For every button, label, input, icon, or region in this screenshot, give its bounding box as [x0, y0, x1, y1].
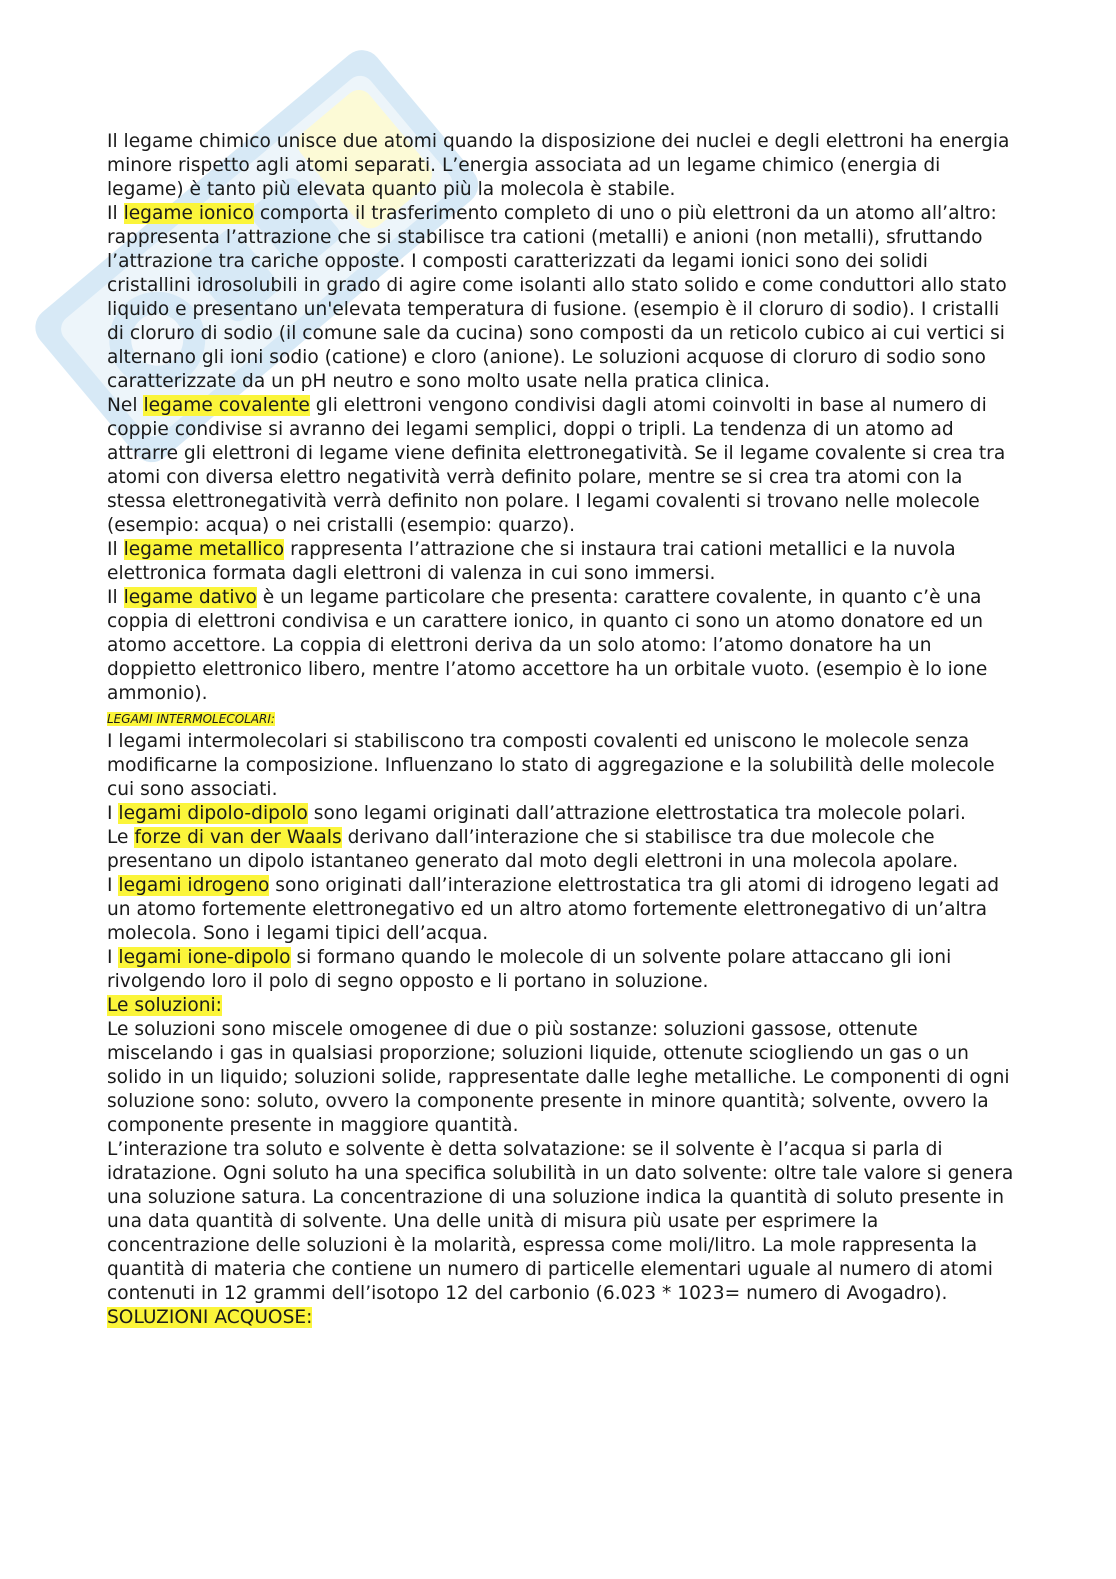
- heading-soluzioni-acquose: SOLUZIONI ACQUOSE:: [107, 1307, 313, 1328]
- highlight-legami-idrogeno: legami idrogeno: [118, 875, 270, 896]
- highlight-dipolo-dipolo: legami dipolo-dipolo: [118, 803, 308, 824]
- paragraph-legame-ionico: Il legame ionico comporta il trasferimento completo di uno o più elettroni da un atomo all’altro: rappresenta l’attrazione che si stabilisce tra cationi (metalli) e anioni (non metalli), sfruttando l’attrazione tra cariche opposte. I composti caratterizzati da legami ionici sono dei solidi cristallini idrosolubili in grado di agire come isolanti allo stato solido e come conduttori allo stato liquido e presentano un'elevata temperatura di fusione. (esempio è il cloruro di sodio). I cristalli di cloruro di sodio (il comune sale da cucina) sono composti da un reticolo cubico ai cui vertici si alternano gli ioni sodio (catione) e cloro (anione). Le soluzioni acquose di cloruro di sodio sono caratterizzate da un pH neutro e sono molto usate nella pratica clinica.: [107, 203, 1007, 392]
- highlight-legame-dativo: legame dativo: [123, 587, 257, 608]
- paragraph-legami-idrogeno: I legami idrogeno sono originati dall’interazione elettrostatica tra gli atomi di idrogeno legati ad un atomo fortemente elettronegativo ed un altro atomo fortemente elettronegativo di un’altra molecola. Sono i legami tipici dell’acqua.: [107, 875, 999, 944]
- paragraph-dipolo-dipolo: I legami dipolo-dipolo sono legami originati dall’attrazione elettrostatica tra molecole polari.: [107, 803, 966, 824]
- highlight-ione-dipolo: legami ione-dipolo: [118, 947, 291, 968]
- paragraph-legame-dativo: Il legame dativo è un legame particolare che presenta: carattere covalente, in quanto c’è una coppia di elettroni condivisa e un carattere ionico, in quanto ci sono un atomo donatore ed un atomo accettore. La coppia di elettroni deriva da un solo atomo: l’atomo donatore ha un doppietto elettronico libero, mentre l’atomo accettore ha un orbitale vuoto. (esempio è lo ione ammonio).: [107, 587, 988, 704]
- highlight-van-der-waals: forze di van der Waals: [134, 827, 342, 848]
- heading-le-soluzioni: Le soluzioni:: [107, 995, 222, 1016]
- paragraph-solvatazione: L’interazione tra soluto e solvente è detta solvatazione: se il solvente è l’acqua si parla di idratazione. Ogni soluto ha una specifica solubilità in un dato solvente: oltre tale valore si genera una soluzione satura. La concentrazione di una soluzione indica la quantità di soluto presente in una data quantità di solvente. Una delle unità di misura più usate per esprimere la concentrazione delle soluzioni è la molarità, espressa come moli/litro. La mole rappresenta la quantità di materia che contiene un numero di particelle elementari uguale al numero di atomi contenuti in 12 grammi dell’isotopo 12 del carbonio (6.023 * 1023= numero di Avogadro).: [107, 1139, 1014, 1304]
- paragraph-legame-metallico: Il legame metallico rappresenta l’attrazione che si instaura trai cationi metallici e la nuvola elettronica formata dagli elettroni di valenza in cui sono immersi.: [107, 539, 956, 584]
- heading-legami-intermolecolari: LEGAMI INTERMOLECOLARI:: [107, 712, 275, 726]
- document-body: [107, 130, 1017, 1330]
- highlight-legame-ionico: legame ionico: [123, 203, 254, 224]
- paragraph-van-der-waals: Le forze di van der Waals derivano dall’interazione che si stabilisce tra due molecole che presentano un dipolo istantaneo generato dal moto degli elettroni in una molecola apolare.: [107, 827, 959, 872]
- paragraph-legame-covalente: Nel legame covalente gli elettroni vengono condivisi dagli atomi coinvolti in base al numero di coppie condivise si avranno dei legami semplici, doppi o tripli. La tendenza di un atomo ad attrarre gli elettroni di legame viene definita elettronegatività. Se il legame covalente si crea tra atomi con diversa elettro negatività verrà definito polare, mentre se si crea tra atomi con la stessa elettronegatività verrà definito non polare. I legami covalenti si trovano nelle molecole (esempio: acqua) o nei cristalli (esempio: quarzo).: [107, 395, 1006, 536]
- highlight-legame-metallico: legame metallico: [123, 539, 285, 560]
- highlight-legame-covalente: legame covalente: [143, 395, 310, 416]
- paragraph-intermolecolari: I legami intermolecolari si stabiliscono tra composti covalenti ed uniscono le molecole senza modificarne la composizione. Influenzano lo stato di aggregazione e la solubilità delle molecole cui sono associati.: [107, 731, 995, 800]
- paragraph-soluzioni: Le soluzioni sono miscele omogenee di due o più sostanze: soluzioni gassose, ottenute miscelando i gas in qualsiasi proporzione; soluzioni liquide, ottenute sciogliendo un gas o un solido in un liquido; soluzioni solide, rappresentate dalle leghe metalliche. Le componenti di ogni soluzione sono: soluto, ovvero la componente presente in minore quantità; solvente, ovvero la componente presente in maggiore quantità.: [107, 1019, 1010, 1136]
- paragraph-legame-chimico: Il legame chimico unisce due atomi quando la disposizione dei nuclei e degli elettroni ha energia minore rispetto agli atomi separati. L’energia associata ad un legame chimico (energia di legame) è tanto più elevata quanto più la molecola è stabile.: [107, 131, 1010, 200]
- paragraph-ione-dipolo: I legami ione-dipolo si formano quando le molecole di un solvente polare attaccano gli ioni rivolgendo loro il polo di segno opposto e li portano in soluzione.: [107, 947, 952, 992]
